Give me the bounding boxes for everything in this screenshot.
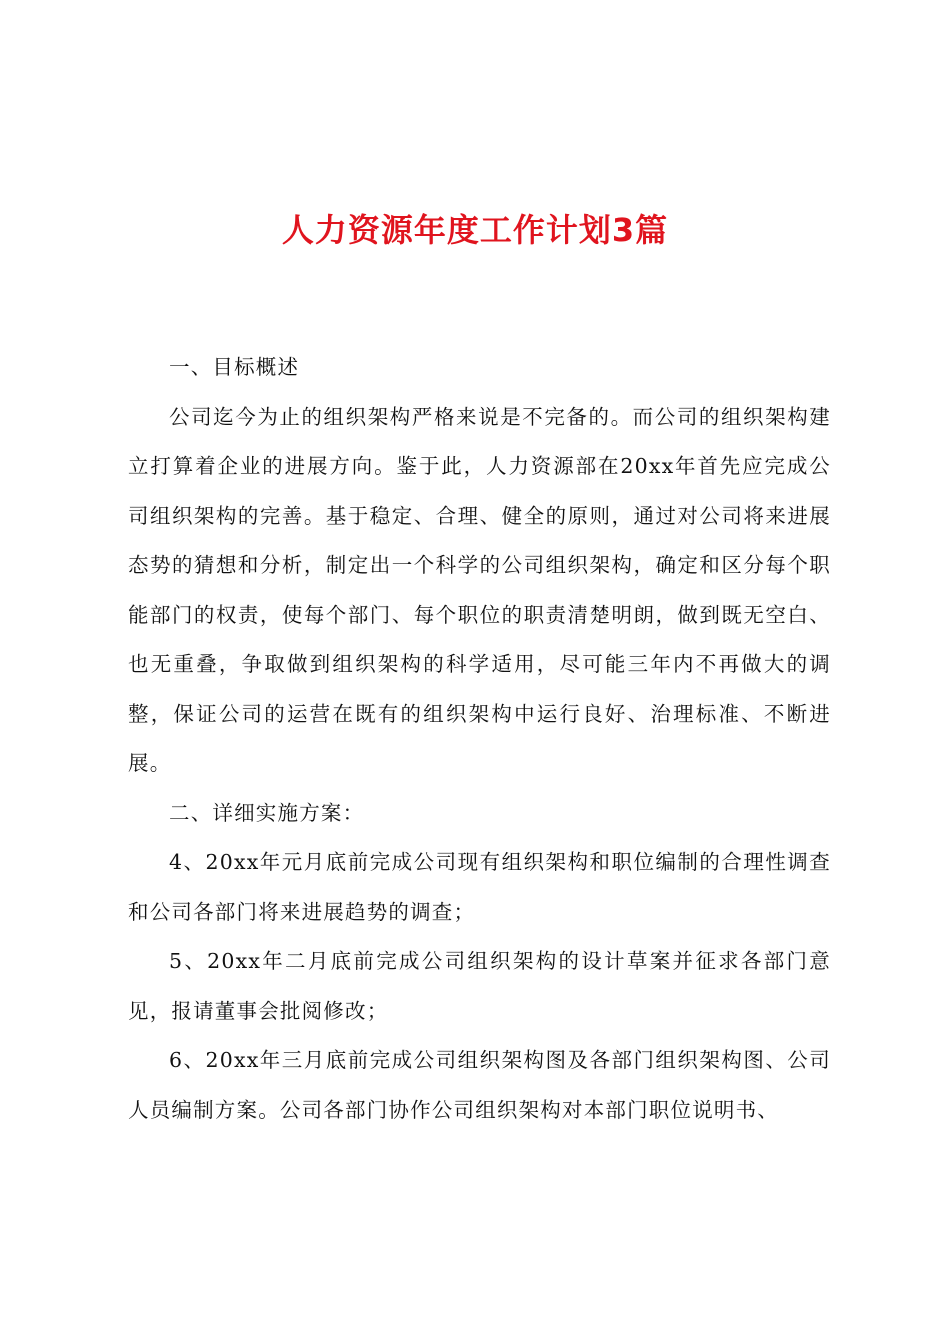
paragraph-overview: 公司迄今为止的组织架构严格来说是不完备的。而公司的组织架构建立打算着企业的进展方向。鉴于此，人力资源部在20xx年首先应完成公司组织架构的完善。基于稳定、合理、健全的原则，通过对公司将来进展态势的猜想和分析，制定出一个科学的公司组织架构，确定和区分每个职能部门的权责，使每个部门、每个职位的职责清楚明朗，做到既无空白、也无重叠，争取做到组织架构的科学适用，尽可能三年内不再做大的调整，保证公司的运营在既有的组织架构中运行良好、治理标准、不断进展。: [128, 404, 831, 775]
section-heading-overview: 一、目标概述: [169, 355, 300, 379]
document-body: [128, 343, 831, 1135]
plan-item-6: 6、20xx年三月底前完成公司组织架构图及各部门组织架构图、公司人员编制方案。公司各部门协作公司组织架构对本部门职位说明书、: [128, 1048, 831, 1122]
document-title: 人力资源年度工作计划3篇: [281, 211, 669, 249]
plan-item-5: 5、20xx年二月底前完成公司组织架构的设计草案并征求各部门意见，报请董事会批阅修改；: [128, 949, 831, 1023]
section-heading-plan: 二、详细实施方案：: [169, 800, 365, 825]
plan-item-4: 4、20xx年元月底前完成公司现有组织架构和职位编制的合理性调查和公司各部门将来进展趋势的调查；: [128, 850, 831, 924]
